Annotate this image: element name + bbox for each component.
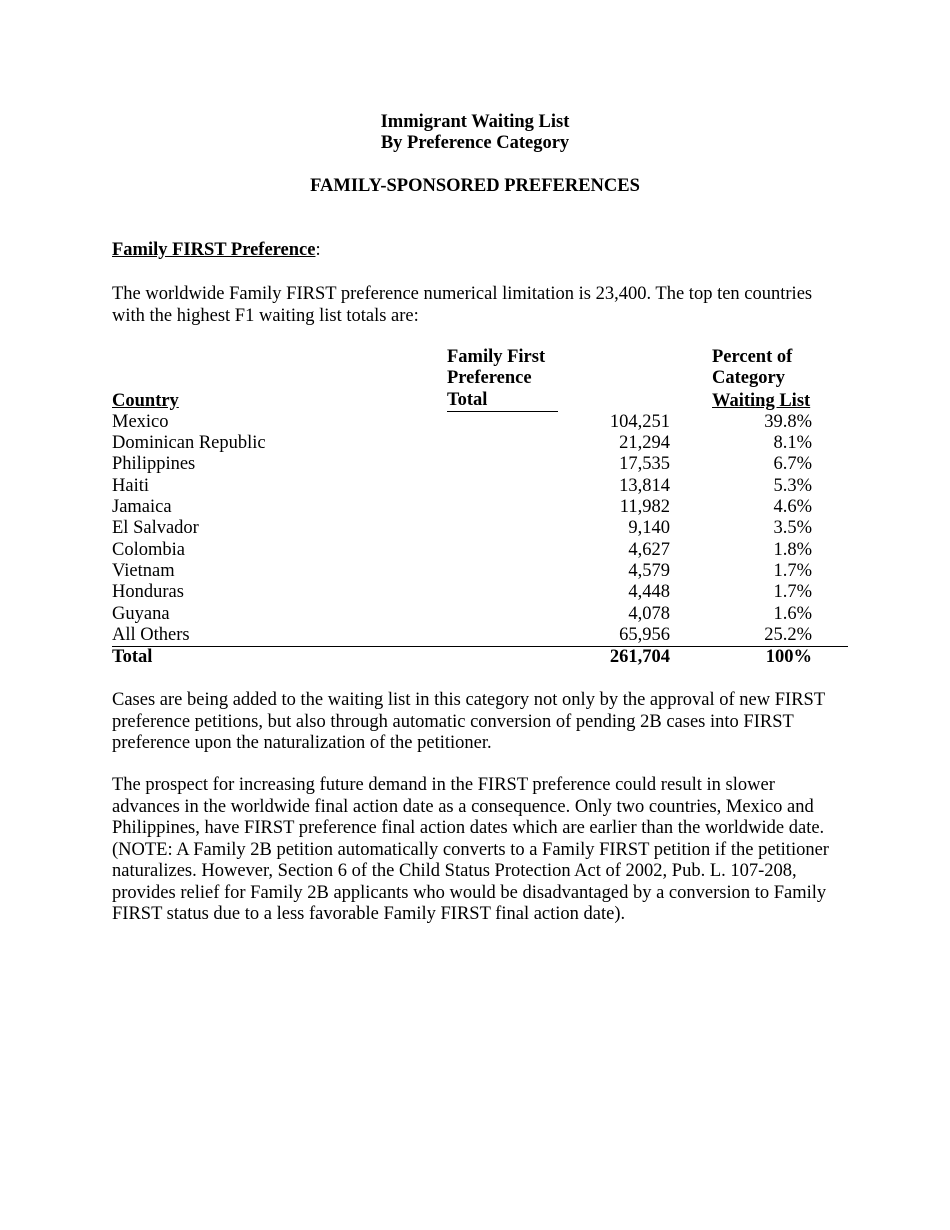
table-row xyxy=(112,433,848,454)
total-label: Total xyxy=(112,647,153,668)
cell-country: Haiti xyxy=(112,475,149,496)
document-subtitle: FAMILY-SPONSORED PREFERENCES xyxy=(310,176,640,196)
table-row xyxy=(112,497,848,518)
total-value: 261,704 xyxy=(609,647,670,668)
table-row xyxy=(112,454,848,475)
intro-paragraph: The worldwide Family FIRST preference numerical limitation is 23,400. The top ten countries with the highest F1 waiting list totals are: xyxy=(112,284,813,326)
cell-percent: 1.6% xyxy=(773,603,812,624)
table-header-row-3 xyxy=(112,390,848,412)
paragraph-conversion: Cases are being added to the waiting list in this category not only by the approval of new FIRST preference petitions, but also through automatic conversion of pending 2B cases into FIRST preference upon the naturalization of the petitioner. xyxy=(112,690,825,753)
cell-total: 21,294 xyxy=(619,433,670,454)
title-line-2: By Preference Category xyxy=(380,133,570,153)
total-percent: 100% xyxy=(765,647,812,668)
section-heading-text: Family FIRST Preference xyxy=(112,240,316,260)
header-total-line-1: Family First xyxy=(447,347,546,367)
title-line-1: Immigrant Waiting List xyxy=(380,112,570,132)
cell-percent: 4.6% xyxy=(773,497,812,518)
cell-total: 4,579 xyxy=(628,560,670,581)
cell-percent: 1.7% xyxy=(773,582,812,603)
header-total-line-3: Total xyxy=(447,390,558,412)
cell-total: 4,448 xyxy=(628,582,670,603)
header-country: Country xyxy=(112,390,179,411)
header-percent-line-2: Category xyxy=(712,368,785,389)
cell-percent: 5.3% xyxy=(773,475,812,496)
header-percent-line-1: Percent of xyxy=(712,347,793,367)
cell-total: 9,140 xyxy=(628,518,670,539)
cell-country: Guyana xyxy=(112,603,170,624)
section-heading-colon: : xyxy=(315,240,321,260)
cell-percent: 6.7% xyxy=(773,454,812,475)
cell-percent: 3.5% xyxy=(773,518,812,539)
header-total-line-2: Preference xyxy=(447,368,532,389)
table-row xyxy=(112,476,848,497)
table-row xyxy=(112,412,848,433)
cell-total: 11,982 xyxy=(619,497,670,518)
cell-percent: 25.2% xyxy=(712,625,848,647)
cell-country: Philippines xyxy=(112,454,196,475)
cell-percent: 39.8% xyxy=(764,411,812,432)
cell-country: Jamaica xyxy=(112,497,172,518)
section-heading xyxy=(112,240,321,261)
cell-total: 17,535 xyxy=(619,454,670,475)
table-header-row-2 xyxy=(112,368,848,389)
cell-total: 4,078 xyxy=(628,603,670,624)
cell-country: Honduras xyxy=(112,582,184,603)
table-total-row xyxy=(112,647,848,669)
cell-total: 104,251 xyxy=(609,411,670,432)
cell-total: 65,956 xyxy=(447,625,712,647)
cell-percent: 1.7% xyxy=(773,560,812,581)
cell-total: 13,814 xyxy=(619,475,670,496)
table-row xyxy=(112,561,848,582)
cell-percent: 1.8% xyxy=(773,539,812,560)
waiting-list-table xyxy=(112,347,848,668)
cell-country: Mexico xyxy=(112,411,169,432)
header-percent-line-3: Waiting List xyxy=(712,390,811,411)
cell-country: El Salvador xyxy=(112,518,199,539)
table-row xyxy=(112,582,848,603)
cell-total: 4,627 xyxy=(628,539,670,560)
cell-country: Colombia xyxy=(112,539,185,560)
cell-percent: 8.1% xyxy=(773,433,812,454)
table-row xyxy=(112,604,848,625)
table-row xyxy=(112,518,848,539)
paragraph-prospect: The prospect for increasing future demand in the FIRST preference could result in slower advances in the worldwide final action date as a consequence. Only two countries, Mexico and Philippines, have FIRST preference final action dates which are earlier than the worldwide date. (NOTE: A Family 2B petition automatically converts to a Family FIRST petition if the petitioner naturalizes. However, Section 6 of the Child Status Protection Act of 2002, Pub. L. 107-208, provides relief for Family 2B applicants who would be disadvantaged by a conversion to Family FIRST status due to a less favorable Family FIRST final action date). xyxy=(112,775,829,924)
cell-country: Dominican Republic xyxy=(112,433,266,454)
table-row xyxy=(112,625,848,647)
cell-country: All Others xyxy=(112,625,447,647)
cell-country: Vietnam xyxy=(112,560,175,581)
table-header-row-1 xyxy=(112,347,848,368)
document-title xyxy=(0,112,950,154)
table-row xyxy=(112,540,848,561)
